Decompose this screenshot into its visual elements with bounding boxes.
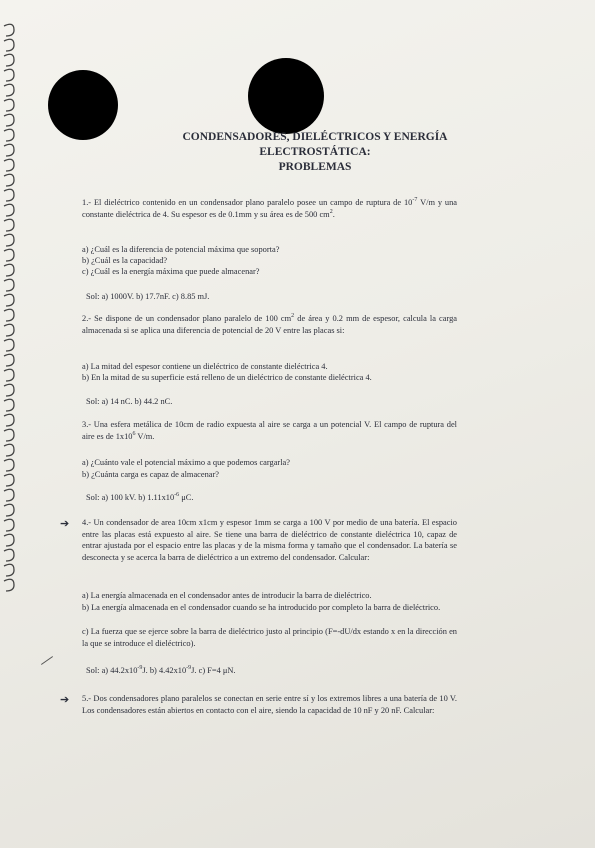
problem-4-question-a: a) La energía almacenada en el condensador antes de introducir la barra de dieléctrico.	[82, 591, 372, 600]
problem-3-question-a: a) ¿Cuánto vale el potencial máximo a que podemos cargarla?	[82, 458, 290, 467]
handwritten-arrow-4: ➔	[60, 518, 70, 530]
title-line-3: PROBLEMAS	[278, 161, 352, 173]
spiral-binding	[0, 20, 24, 620]
problem-4-statement: 4.- Un condensador de area 10cm x1cm y espesor 1mm se carga a 100 V por medio de una batería. El espacio entre las placas está expuesto al aire. Se tiene una barra de dieléctrico de constante dieléctrica 10, capaz de entrar ajustada por el espacio entre las placas y de la misma forma y tamaño que el condensador. La batería se desconecta y se acerca la barra de dieléctrico a un extremo del condensador. Calcular:	[82, 518, 457, 562]
problem-2-statement: 2.- Se dispone de un condensador plano paralelo de 100 $cm^2$ de área y 0.2 mm de espesor, calcula la carga almacenada si se aplica una diferencia de potencial de 20 V entre las placas si:	[82, 313, 457, 335]
problem-4-solution: Sol: a) $44.2x10^{-9}J$. b) $4.42x10^{-9}J$. c) F=4 μN.	[86, 665, 236, 675]
problem-3-solution: Sol: a) 100 kV. b) $1.11x10^{-6}$ μC.	[86, 492, 194, 502]
redaction-circle-left	[48, 70, 118, 140]
handwritten-arrow-5: ➔	[60, 694, 70, 706]
problem-2-question-a: a) La mitad del espesor contiene un dieléctrico de constante dieléctrica 4.	[82, 362, 328, 371]
problem-3-question-b: b) ¿Cuánta carga es capaz de almacenar?	[82, 470, 220, 479]
problem-1-solution: Sol: a) 1000V. b) 17.7nF. c) 8.85 mJ.	[86, 292, 210, 301]
problem-1-question-c: c) ¿Cuál es la energía máxima que puede almacenar?	[82, 267, 260, 276]
problem-5-statement: 5.- Dos condensadores plano paralelos se conectan en serie entre sí y los extremos libres a una batería de 10 V. Los condensadores están abiertos en contacto con el aire, siendo la capacidad de 10 nF y 20 nF. Calcular:	[82, 694, 457, 715]
problem-3-statement: 3.- Una esfera metálica de 10cm de radio expuesta al aire se carga a un potencial V. El campo de ruptura del aire es de $1x10^6$ V/m.	[82, 420, 457, 441]
redaction-circle-right	[248, 58, 324, 134]
problem-2-question-b: b) En la mitad de su superficie está relleno de un dieléctrico de constante dieléctrica 4.	[82, 373, 372, 382]
title-line-2: ELECTROSTÁTICA:	[259, 146, 371, 158]
title-line-1: CONDENSADORES, DIELÉCTRICOS Y ENERGÍA	[182, 131, 448, 143]
problem-4-question-b: b) La energía almacenada en el condensador cuando se ha introducido por completo la barra de dieléctrico.	[82, 603, 441, 612]
problem-4-question-c: c) La fuerza que se ejerce sobre la barra de dieléctrico justo al principio (F=-dU/dx estando x en la dirección en la que se introduce el dieléctrico).	[82, 627, 457, 648]
problem-2-solution: Sol: a) 14 nC. b) 44.2 nC.	[86, 397, 173, 406]
problem-1-statement: 1.- El dieléctrico contenido en un condensador plano paralelo posee un campo de ruptura de $10^{-7}$ V/m y una constante dieléctrica de 4. Su espesor es de 0.1mm y su área es de 500 $cm^2$.	[82, 197, 457, 219]
problem-1-question-a: a) ¿Cuál es la diferencia de potencial máxima que soporta?	[82, 245, 280, 254]
problem-1-question-b: b) ¿Cuál es la capacidad?	[82, 256, 168, 265]
